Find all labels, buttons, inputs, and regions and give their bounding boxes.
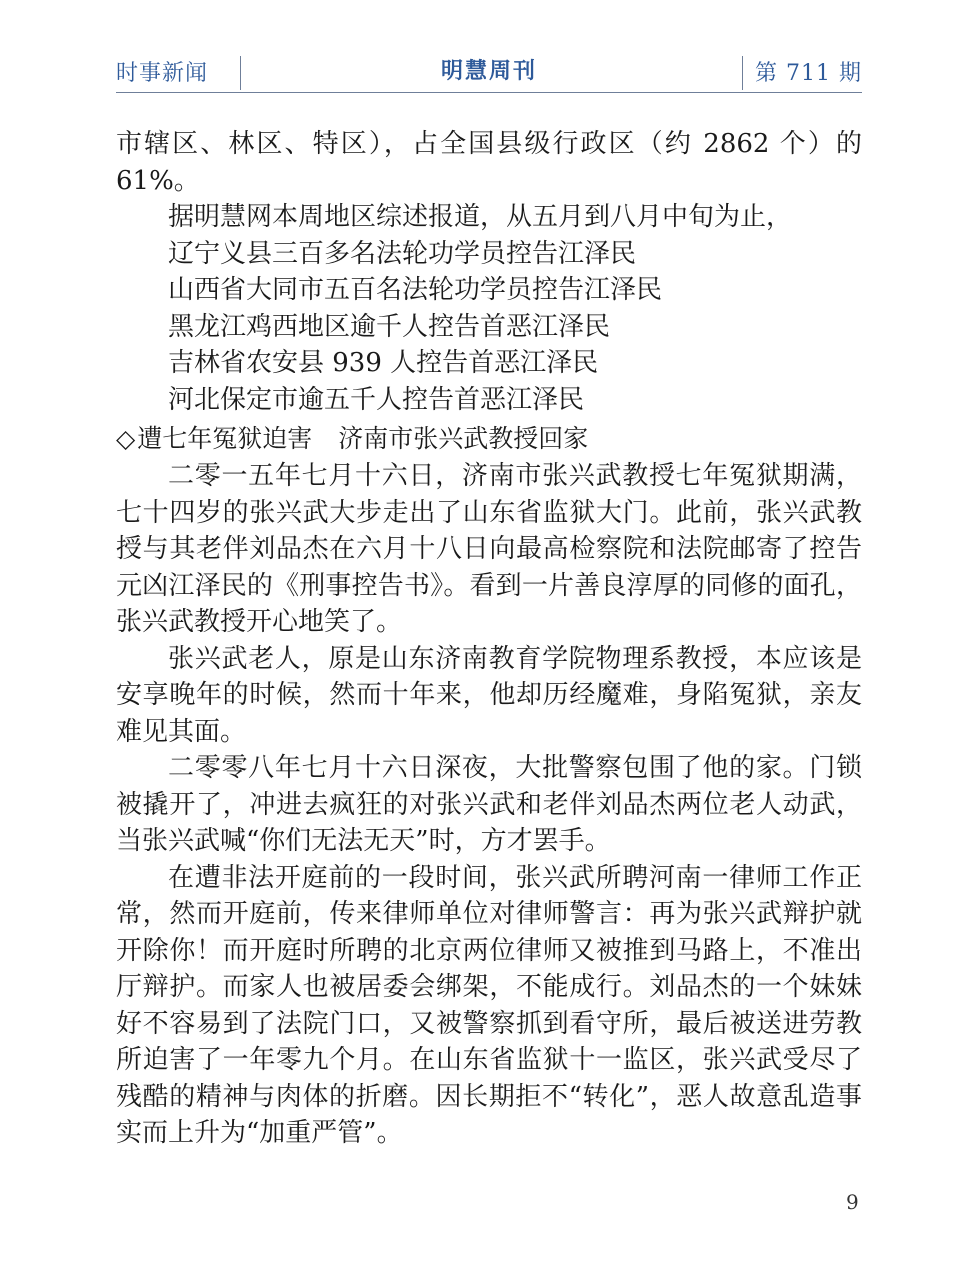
article-paragraph: 在遭非法开庭前的一段时间，张兴武所聘河南一律师工作正常，然而开庭前，传来律师单位对律师警言：再为张兴武辩护就开除你！而开庭时所聘的北京两位律师又被推到马路上，不准出厅辩护。而家人也被居委会绑架，不能成行。刘品杰的一个妹妹好不容易到了法院门口，又被警察抓到看守所，最后被送进劳教所迫害了一年零九个月。在山东省监狱十一监区，张兴武受尽了残酷的精神与肉体的折磨。因长期拒不“转化”，恶人故意乱造事实而上升为“加重严管”。 bbox=[116, 862, 862, 1148]
list-item: 河北保定市逾五千人控告首恶江泽民 bbox=[168, 384, 585, 415]
intro-continuation: 市辖区、林区、特区），占全国县级行政区（约 2862 个）的61%。 bbox=[116, 129, 862, 196]
article-title-part1: 遭七年冤狱迫害 bbox=[137, 424, 313, 453]
article-paragraph: 二零零八年七月十六日深夜，大批警察包围了他的家。门锁被撬开了，冲进去疯狂的对张兴武和老伴刘品杰两位老人动武，当张兴武喊“你们无法无天”时，方才罢手。 bbox=[116, 753, 862, 856]
intro-lead: 据明慧网本周地区综述报道，从五月到八月中旬为止， bbox=[168, 202, 793, 232]
article-paragraph: 二零一五年七月十六日，济南市张兴武教授七年冤狱期满，七十四岁的张兴武大步走出了山东省监狱大门。此前，张兴武教授与其老伴刘品杰在六月十八日向最高检察院和法院邮寄了控告元凶江泽民的《刑事控告书》。看到一片善良淳厚的同修的面孔，张兴武教授开心地笑了。 bbox=[116, 461, 862, 637]
list-item: 吉林省农安县 939 人控告首恶江泽民 bbox=[168, 348, 599, 378]
list-item: 辽宁义县三百多名法轮功学员控告江泽民 bbox=[168, 238, 637, 269]
header-divider-right bbox=[742, 56, 743, 90]
publication-title: 明慧周刊 bbox=[440, 59, 537, 84]
article-heading bbox=[116, 420, 862, 458]
issue-number: 第 711 期 bbox=[755, 61, 862, 86]
page-number: 9 bbox=[846, 1190, 859, 1214]
page-content bbox=[116, 126, 862, 1152]
list-item: 山西省大同市五百名法轮功学员控告江泽民 bbox=[168, 275, 663, 305]
accusation-list bbox=[116, 236, 862, 419]
list-item: 黑龙江鸡西地区逾千人控告首恶江泽民 bbox=[168, 311, 611, 342]
diamond-bullet-icon: ◇ bbox=[116, 424, 136, 453]
article-paragraph: 张兴武老人，原是山东济南教育学院物理系教授，本应该是安享晚年的时候，然而十年来，他却历经魔难，身陷冤狱，亲友难见其面。 bbox=[116, 643, 862, 747]
page-header bbox=[116, 50, 862, 93]
section-name: 时事新闻 bbox=[116, 61, 209, 86]
article-title-part2: 济南市张兴武教授回家 bbox=[338, 424, 589, 453]
